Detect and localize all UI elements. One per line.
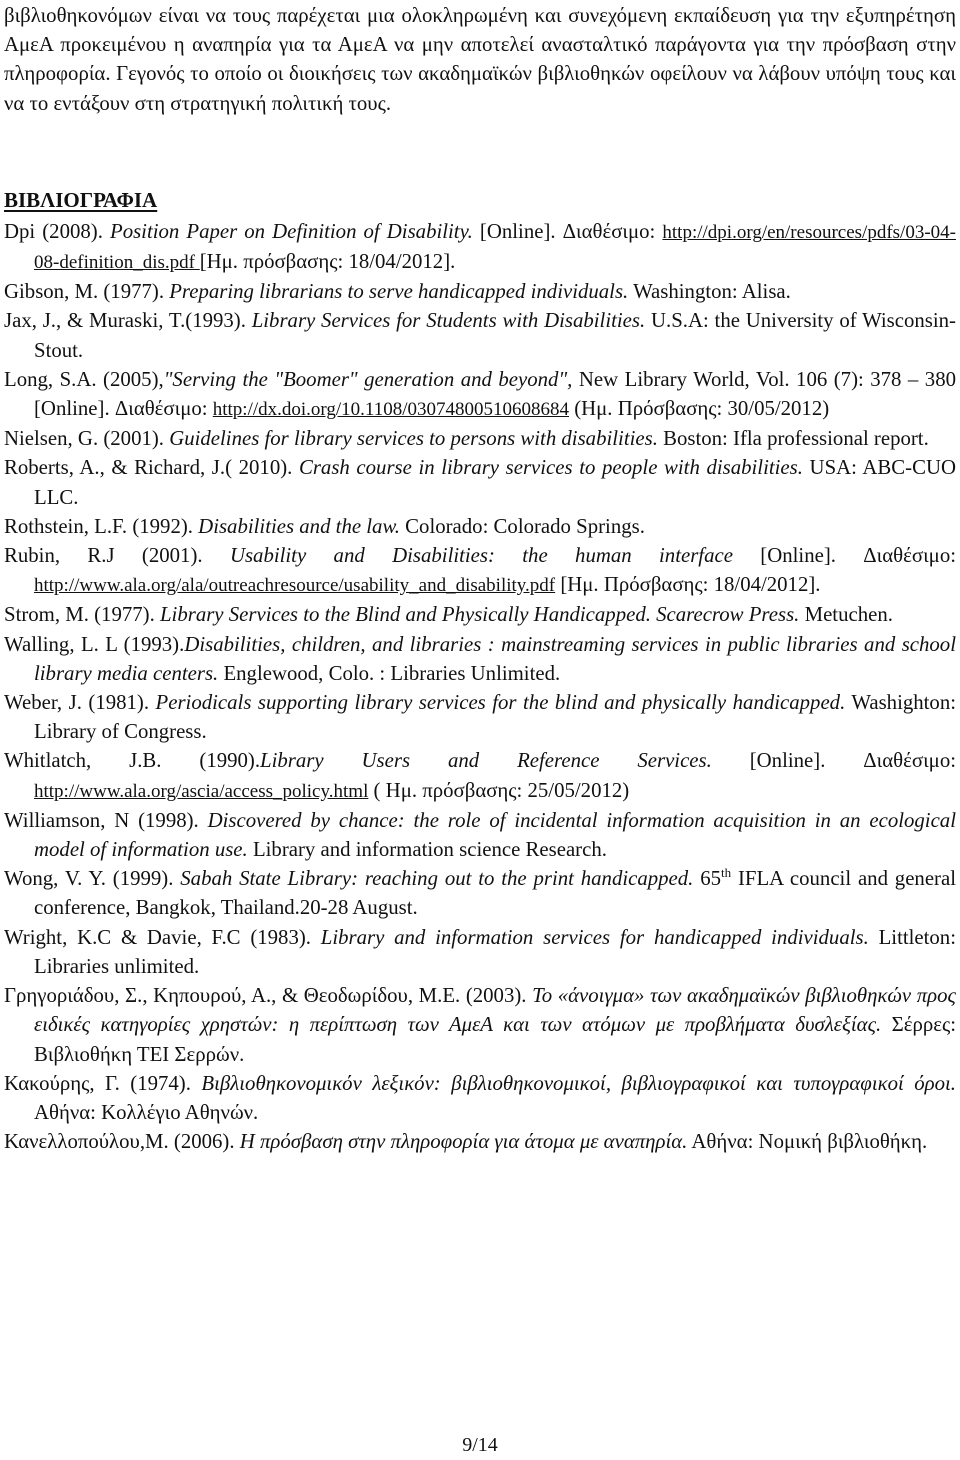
reference-authors: Wright, K.C & Davie, F.C (1983). xyxy=(4,925,321,949)
reference-authors: Williamson, N (1998). xyxy=(4,808,208,832)
reference-access-date: ( Ημ. πρόσβασης: 25/05/2012) xyxy=(368,778,630,802)
reference-authors: Wong, V. Y. (1999). xyxy=(4,867,181,891)
reference-publisher: Washington: Alisa. xyxy=(628,280,791,304)
reference-access-date: (Ημ. Πρόσβασης: 30/05/2012) xyxy=(569,397,830,421)
intro-paragraph: βιβλιοθηκονόμων είναι να τους παρέχεται μια ολοκληρωμένη και συνεχόμενη εκπαίδευση για την εξυπηρέτηση ΑμεΑ προκειμένου η αναπηρία για τα ΑμεΑ να μην αποτελεί ανασταλτικό παράγοντα για την πρόσβαση στην πληροφορία. Γεγονός το οποίο οι διοικήσεις των ακαδημαϊκών βιβλιοθηκών οφείλουν να λάβουν υπόψη τους και να το εντάξουν στη στρατηγική πολιτική τους. xyxy=(4,4,956,115)
reference-authors: Gibson, M. (1977). xyxy=(4,280,170,304)
reference-publisher: Αθήνα: Κολλέγιο Αθηνών. xyxy=(34,1100,259,1124)
reference-authors: Whitlatch, J.B. (1990). xyxy=(4,749,261,773)
reference-access-date: [Ημ. Πρόσβασης: 18/04/2012]. xyxy=(555,573,821,597)
reference-authors: Rothstein, L.F. (1992). xyxy=(4,514,199,538)
reference-authors: Κανελλοπούλου,Μ. (2006). xyxy=(4,1130,240,1154)
reference-publisher-continued: IFLA council and general conference, Bangkok, Thailand.20-28 August. xyxy=(34,867,956,920)
reference-title: Preparing librarians to serve handicapped individuals. xyxy=(169,280,629,304)
reference-publisher: Boston: Ifla professional report. xyxy=(657,427,929,451)
document-page xyxy=(4,0,956,1156)
reference-link[interactable]: http://www.ala.org/ascia/access_policy.html xyxy=(34,780,369,802)
reference-superscript: th xyxy=(721,865,732,881)
reference-entry xyxy=(4,688,956,746)
reference-access-date: [Ημ. πρόσβασης: 18/04/2012]. xyxy=(199,250,456,274)
reference-publisher: [Online]. Διαθέσιμο: xyxy=(472,219,663,243)
reference-publisher: Σέρρες: Βιβλιοθήκη ΤΕΙ Σερρών. xyxy=(34,1013,956,1066)
reference-entry xyxy=(4,1069,956,1127)
reference-entry xyxy=(4,981,956,1069)
reference-publisher: U.S.A: the University of Wisconsin-Stout. xyxy=(34,309,956,362)
reference-entry xyxy=(4,630,956,688)
reference-title: Disabilities, children, and libraries : mainstreaming services in public libraries and school library media centers. xyxy=(34,632,956,685)
reference-entry xyxy=(4,424,956,453)
reference-list xyxy=(4,217,956,1157)
reference-title: Sabah State Library: reaching out to the print handicapped. xyxy=(180,867,694,891)
reference-entry xyxy=(4,806,956,864)
reference-title: Guidelines for library services to persons with disabilities. xyxy=(169,427,658,451)
page-number: 9/14 xyxy=(462,1434,498,1456)
reference-entry xyxy=(4,277,956,306)
reference-entry xyxy=(4,1127,956,1156)
reference-entry xyxy=(4,306,956,364)
reference-entry xyxy=(4,453,956,511)
reference-entry xyxy=(4,217,956,277)
reference-link[interactable]: http://dx.doi.org/10.1108/03074800510608684 xyxy=(212,399,570,421)
reference-title: "Serving the "Boomer" generation and beyond", xyxy=(163,367,573,391)
reference-authors: Roberts, A., & Richard, J.( 2010). xyxy=(4,456,299,480)
reference-authors: Rubin, R.J (2001). xyxy=(4,544,230,568)
reference-publisher: Αθήνα: Νομική βιβλιοθήκη. xyxy=(687,1130,928,1154)
reference-entry xyxy=(4,864,956,922)
reference-authors: Weber, J. (1981). xyxy=(4,691,156,715)
reference-title: Crash course in library services to people with disabilities. xyxy=(298,456,803,480)
reference-publisher: Library and information science Research. xyxy=(247,838,607,862)
reference-entry xyxy=(4,746,956,805)
reference-title: Library Services for Students with Disabilities. xyxy=(251,309,646,333)
reference-title: Η πρόσβαση στην πληροφορία για άτομα με αναπηρία. xyxy=(239,1130,688,1154)
reference-authors: Strom, M. (1977). xyxy=(4,603,160,627)
reference-authors: Γρηγοριάδου, Σ., Κηπουρού, Α., & Θεοδωρίδου, Μ.Ε. (2003). xyxy=(4,984,533,1008)
reference-title: Το «άνοιγμα» των ακαδημαϊκών βιβλιοθηκών προς ειδικές κατηγορίες χρηστών: η περίπτωση των ΑμεΑ και των ατόμων με προβλήματα δυσλεξίας. xyxy=(34,984,956,1037)
reference-authors: Long, S.A. (2005), xyxy=(4,367,164,391)
reference-title: Usability and Disabilities: the human interface xyxy=(229,544,733,568)
reference-title: Disabilities and the law. xyxy=(198,514,400,538)
reference-publisher: Metuchen. xyxy=(799,603,893,627)
reference-authors: Dpi (2008). xyxy=(4,219,110,243)
reference-title: Discovered by chance: the role of incidental information acquisition in an ecological model of information use. xyxy=(34,808,956,862)
reference-title: Library Users and Reference Services. xyxy=(260,749,712,773)
reference-authors: Κακούρης, Γ. (1974). xyxy=(4,1071,202,1095)
reference-publisher: [Online]. Διαθέσιμο: xyxy=(711,749,957,773)
reference-entry xyxy=(4,541,956,600)
reference-entry xyxy=(4,923,956,981)
reference-link[interactable]: http://www.ala.org/ala/outreachresource/usability_and_disability.pdf xyxy=(34,575,556,597)
reference-authors: Nielsen, G. (2001). xyxy=(4,427,170,451)
reference-authors: Walling, L. L (1993). xyxy=(4,632,185,656)
reference-title: Library Services to the Blind and Physically Handicapped. Scarecrow Press. xyxy=(159,603,800,627)
reference-title: Βιβλιοθηκονομικόν λεξικόν: βιβλιοθηκονομικοί, βιβλιογραφικοί και τυπογραφικοί όροι. xyxy=(201,1071,957,1095)
reference-title: Library and information services for handicapped individuals. xyxy=(320,925,869,949)
reference-publisher: Washighton: Library of Congress. xyxy=(34,691,957,744)
reference-authors: Jax, J., & Muraski, T.(1993). xyxy=(4,309,252,333)
reference-publisher: New Library World, Vol. 106 (7): 378 – 380 [Online]. Διαθέσιμο: xyxy=(34,367,957,421)
reference-publisher: Littleton: Libraries unlimited. xyxy=(34,925,956,978)
reference-publisher: [Online]. Διαθέσιμο: xyxy=(732,544,956,568)
reference-publisher: 65 xyxy=(693,867,722,891)
reference-entry xyxy=(4,600,956,629)
reference-link[interactable]: http://dpi.org/en/resources/pdfs/03-04-08-definition_dis.pdf xyxy=(34,221,956,274)
reference-publisher: USA: ABC-CUO LLC. xyxy=(34,456,956,509)
reference-entry xyxy=(4,512,956,541)
reference-title: Periodicals supporting library services for the blind and physically handicapped. xyxy=(155,691,846,715)
reference-entry xyxy=(4,365,956,424)
reference-publisher: Colorado: Colorado Springs. xyxy=(399,514,645,538)
bibliography-heading: ΒΙΒΛΙΟΓΡΑΦΙΑ xyxy=(4,187,158,212)
reference-title: Position Paper on Definition of Disability. xyxy=(109,219,473,243)
reference-publisher: Englewood, Colo. : Libraries Unlimited. xyxy=(218,661,561,685)
